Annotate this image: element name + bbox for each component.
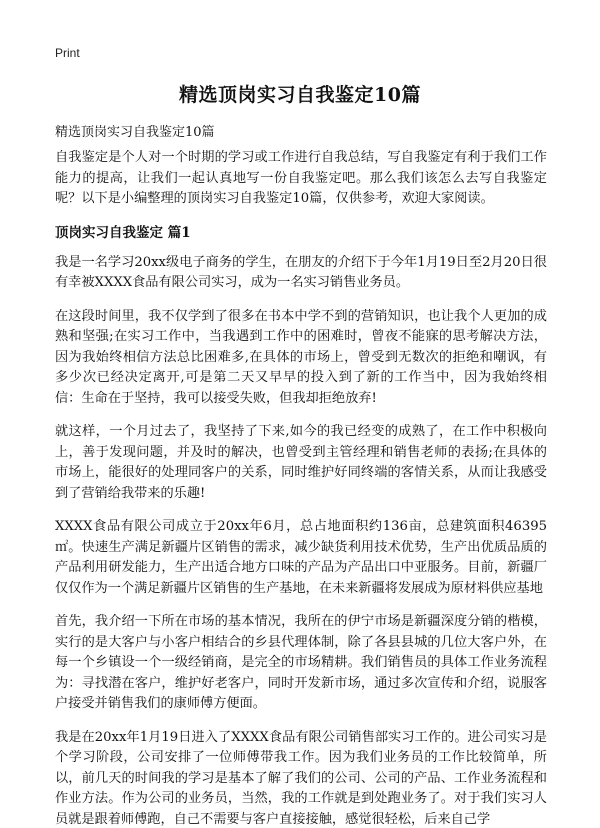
body-paragraph: XXXX食品有限公司成立于20xx年6月，总占地面积约136亩，总建筑面积46395㎡。快速生产满足新疆片区销售的需求，减少缺货利用技术优势，生产出优质品质的产品利用研发能力，生产出适合地方口味的产品为产品出口中亚服务。目前，新疆厂仅仅作为一个满足新疆片区销售的生产基地，在未来新疆将发展成为原材料供应基地 <box>55 519 547 596</box>
print-link[interactable]: Print <box>55 46 80 60</box>
body-paragraph: 在这段时间里，我不仅学到了很多在书本中学不到的营销知识，也让我个人更加的成熟和坚强;在实习工作中，当我遇到工作中的困难时，曾夜不能寐的思考解决方法，因为我始终相信方法总比困难多,在具体的市场上，曾受到无数次的拒绝和嘲讽，有多少次已经决定离开,可是第二天又早早的投入到了新的工作当中，因为我始终相信：生命在于坚持，我可以接受失败，但我却拒绝放弃! <box>55 308 547 406</box>
body-paragraph: 就这样，一个月过去了，我坚持了下来,如今的我已经变的成熟了，在工作中积极向上，善于发现问题，并及时的解决，也曾受到主管经理和销售老师的表扬;在具体的市场上，能很好的处理同客户的关系，同时维护好同终端的客情关系，从而让我感受到了营销给我带来的乐趣! <box>55 424 547 501</box>
body-paragraph: 我是一名学习20xx级电子商务的学生，在朋友的介绍下于今年1月19日至2月20日很有幸被XXXX食品有限公司实习，成为一名实习销售业务员。 <box>55 254 547 290</box>
section-heading: 顶岗实习自我鉴定 篇1 <box>55 224 191 241</box>
document-title: 精选顶岗实习自我鉴定10篇 <box>179 84 421 106</box>
body-paragraph: 首先，我介绍一下所在市场的基本情况，我所在的伊宁市场是新疆深度分销的楷模，实行的是大客户与小客户相结合的乡县代理体制，除了各县县城的几位大客户外，在每一个乡镇设一个一级经销商，是完全的市场精耕。我们销售员的具体工作业务流程为：寻找潜在客户，维护好老客户，同时开发新市场，通过多次宣传和介绍，说服客户接受并销售我们的康师傅方便面。 <box>55 614 547 711</box>
body-paragraph: 我是在20xx年1月19日进入了XXXX食品有限公司销售部实习工作的。进公司实习是个学习阶段，公司安排了一位师傅带我工作。因为我们业务员的工作比较简单，所以，前几天的时间我的学习是基本了解了我们的公司、公司的产品、工作业务流程和作业方法。作为公司的业务员，当然，我的工作就是到处跑业务了。对于我们实习人员就是跟着师傅跑，自己不需要与客户直接接触，感觉很轻松，后来自己学 <box>55 729 547 827</box>
document-subtitle: 精选顶岗实习自我鉴定10篇 <box>55 125 215 140</box>
document-body <box>55 148 547 828</box>
intro-paragraph: 自我鉴定是个人对一个时期的学习或工作进行自我总结，写自我鉴定有利于我们工作能力的提高，让我们一起认真地写一份自我鉴定吧。那么我们该怎么去写自我鉴定呢？以下是小编整理的顶岗实习自我鉴定10篇，仅供参考，欢迎大家阅读。 <box>55 150 547 206</box>
